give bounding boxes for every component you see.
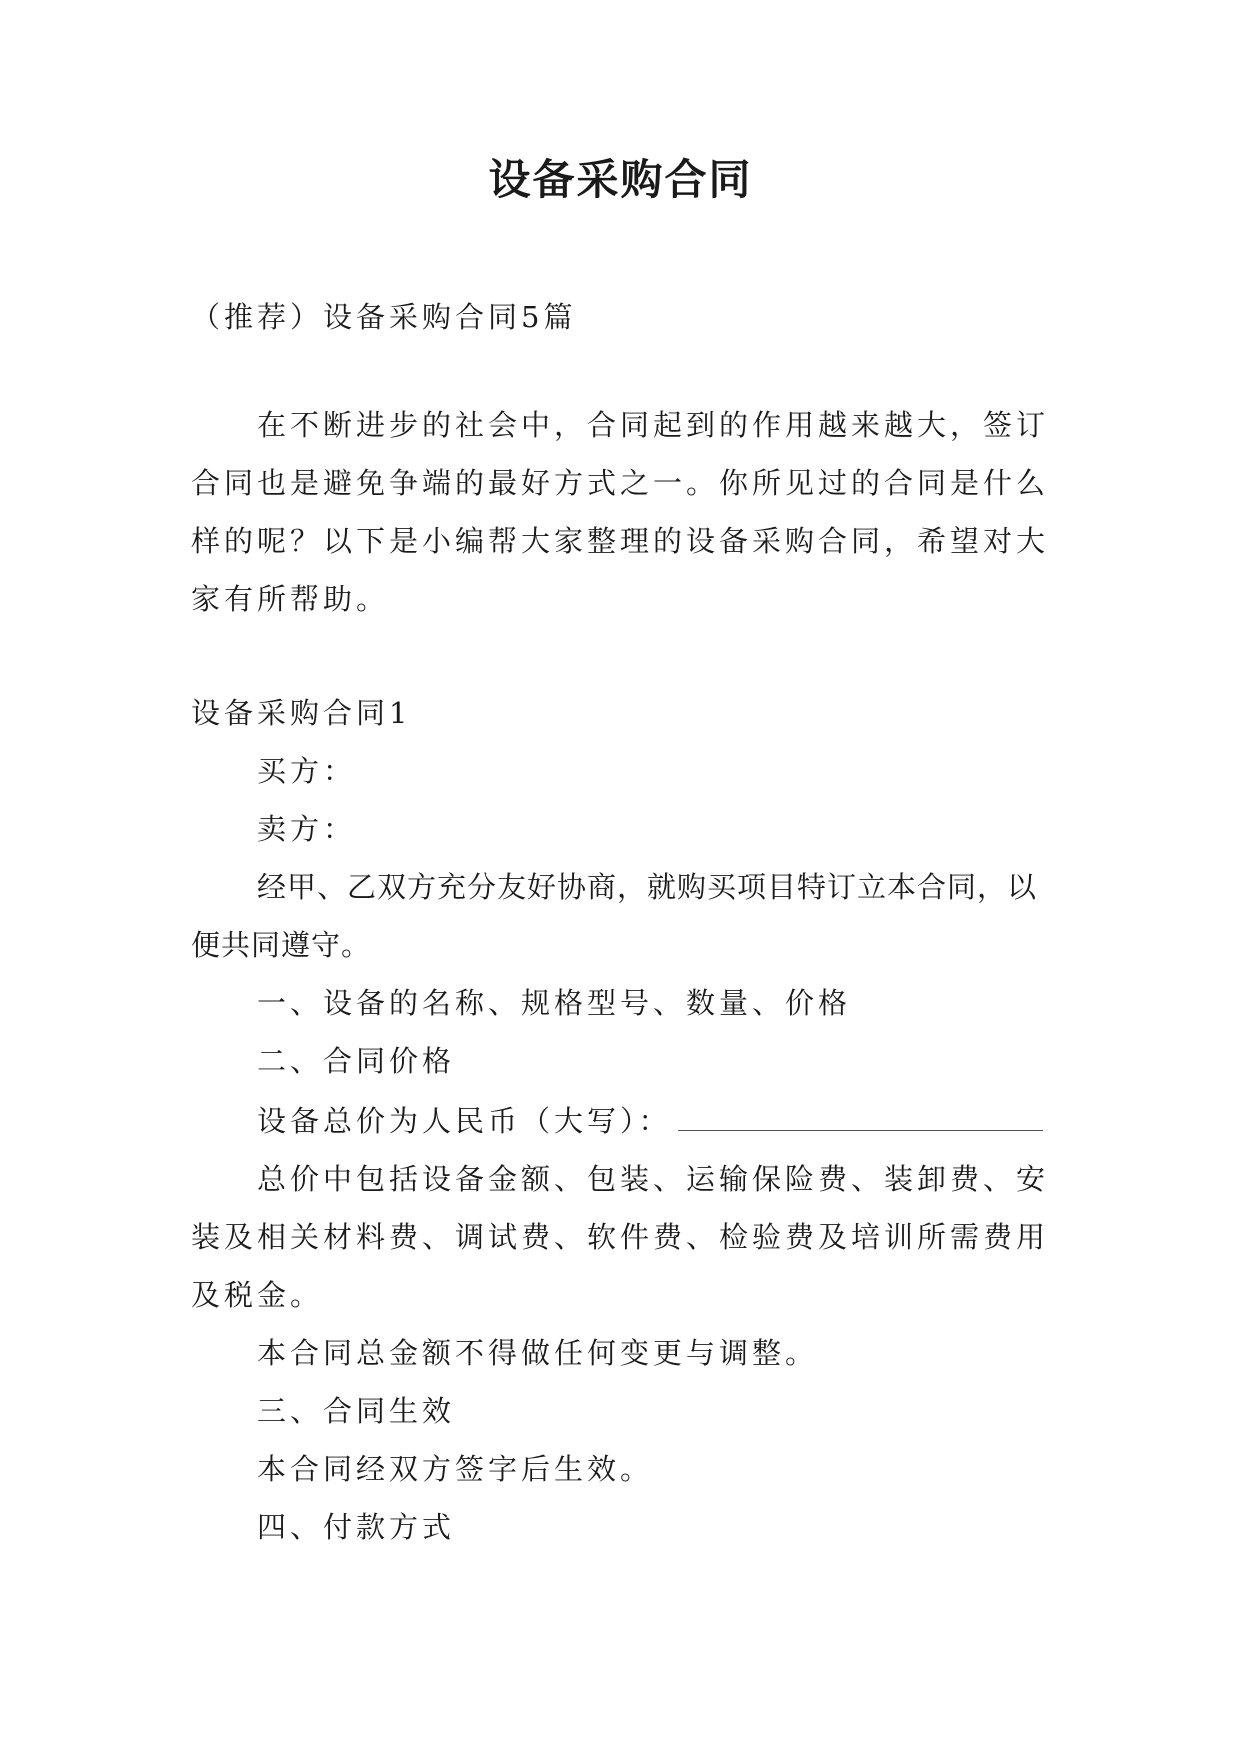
seller-label: 卖方： xyxy=(257,812,357,846)
total-price-detail: 总价中包括设备金额、包装、运输保险费、装卸费、安装及相关材料费、调试费、软件费、检验费及培训所需费用及税金。 xyxy=(191,1162,1050,1312)
intro-paragraph: 在不断进步的社会中，合同起到的作用越来越大，签订合同也是避免争端的最好方式之一。你所见过的合同是什么样的呢？以下是小编帮大家整理的设备采购合同，希望对大家有所帮助。 xyxy=(191,408,1050,616)
effective-paragraph: 本合同经双方签字后生效。 xyxy=(257,1452,654,1486)
total-price-label: 设备总价为人民币（大写）： xyxy=(257,1104,672,1138)
clause-4-heading: 四、付款方式 xyxy=(257,1510,456,1544)
total-price-line xyxy=(191,1090,1051,1150)
clause-2-heading: 二、合同价格 xyxy=(257,1044,456,1078)
preamble-paragraph: 经甲、乙双方充分友好协商，就购买项目特订立本合同，以便共同遵守。 xyxy=(191,870,1038,962)
no-change-paragraph: 本合同总金额不得做任何变更与调整。 xyxy=(257,1336,819,1370)
clause-3-heading: 三、合同生效 xyxy=(257,1394,456,1428)
document-subtitle: （推荐）设备采购合同5篇 xyxy=(191,300,577,334)
section-heading: 设备采购合同1 xyxy=(191,696,412,730)
clause-1-heading: 一、设备的名称、规格型号、数量、价格 xyxy=(257,986,852,1020)
document-body xyxy=(191,288,1051,1556)
document-title: 设备采购合同 xyxy=(488,155,753,204)
total-price-blank xyxy=(678,1090,1043,1131)
buyer-label: 买方： xyxy=(257,754,357,788)
